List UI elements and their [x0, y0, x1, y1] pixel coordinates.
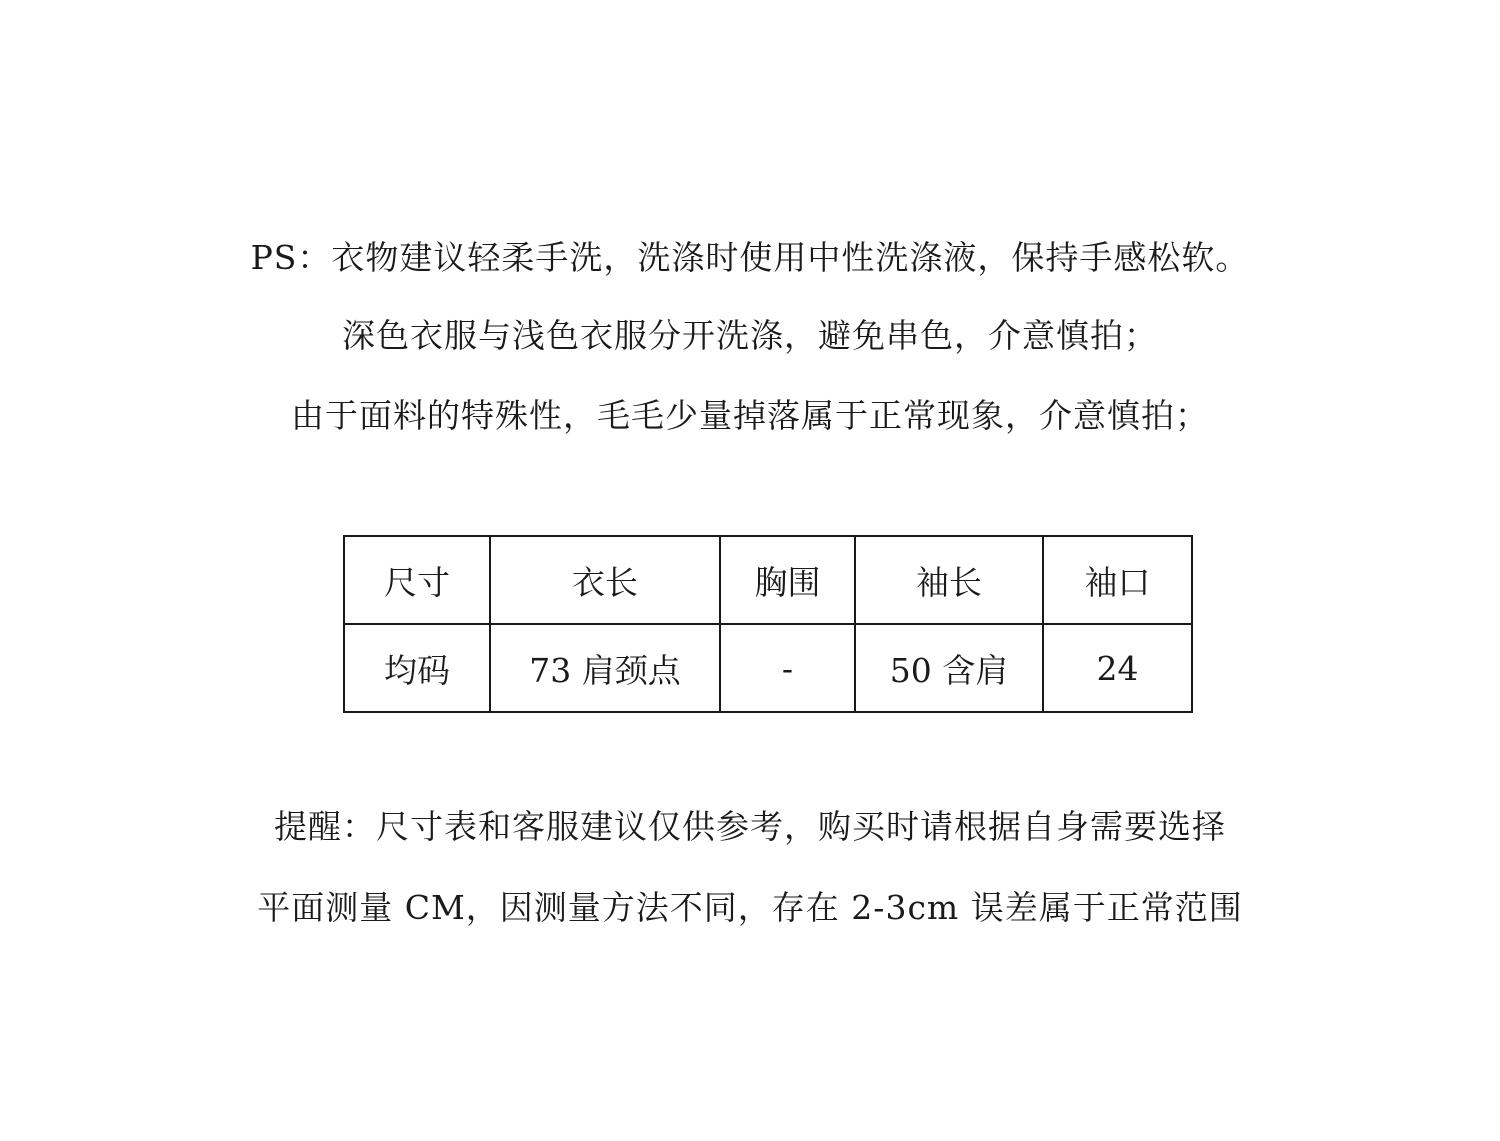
header-chest: 胸围 [720, 536, 855, 624]
cell-size: 均码 [344, 624, 490, 712]
cell-sleeve-length: 50 含肩 [855, 624, 1043, 712]
care-note-hand-wash: PS：衣物建议轻柔手洗，洗涤时使用中性洗涤液，保持手感松软。 [250, 238, 1250, 277]
reminder-measurement-error: 平面测量 CM，因测量方法不同，存在 2-3cm 误差属于正常范围 [257, 888, 1243, 927]
care-note-separate-colors: 深色衣服与浅色衣服分开洗涤，避免串色，介意慎拍； [342, 316, 1158, 355]
cell-length: 73 肩颈点 [490, 624, 720, 712]
header-length: 衣长 [490, 536, 720, 624]
header-size: 尺寸 [344, 536, 490, 624]
care-note-shedding: 由于面料的特殊性，毛毛少量掉落属于正常现象，介意慎拍； [291, 396, 1209, 435]
table-row [344, 624, 1192, 712]
reminder-reference-only: 提醒：尺寸表和客服建议仅供参考，购买时请根据自身需要选择 [274, 807, 1226, 846]
cell-chest: - [720, 624, 855, 712]
size-table [343, 535, 1193, 713]
cell-cuff: 24 [1043, 624, 1192, 712]
size-table-header-row [344, 536, 1192, 624]
header-cuff: 袖口 [1043, 536, 1192, 624]
header-sleeve-length: 袖长 [855, 536, 1043, 624]
